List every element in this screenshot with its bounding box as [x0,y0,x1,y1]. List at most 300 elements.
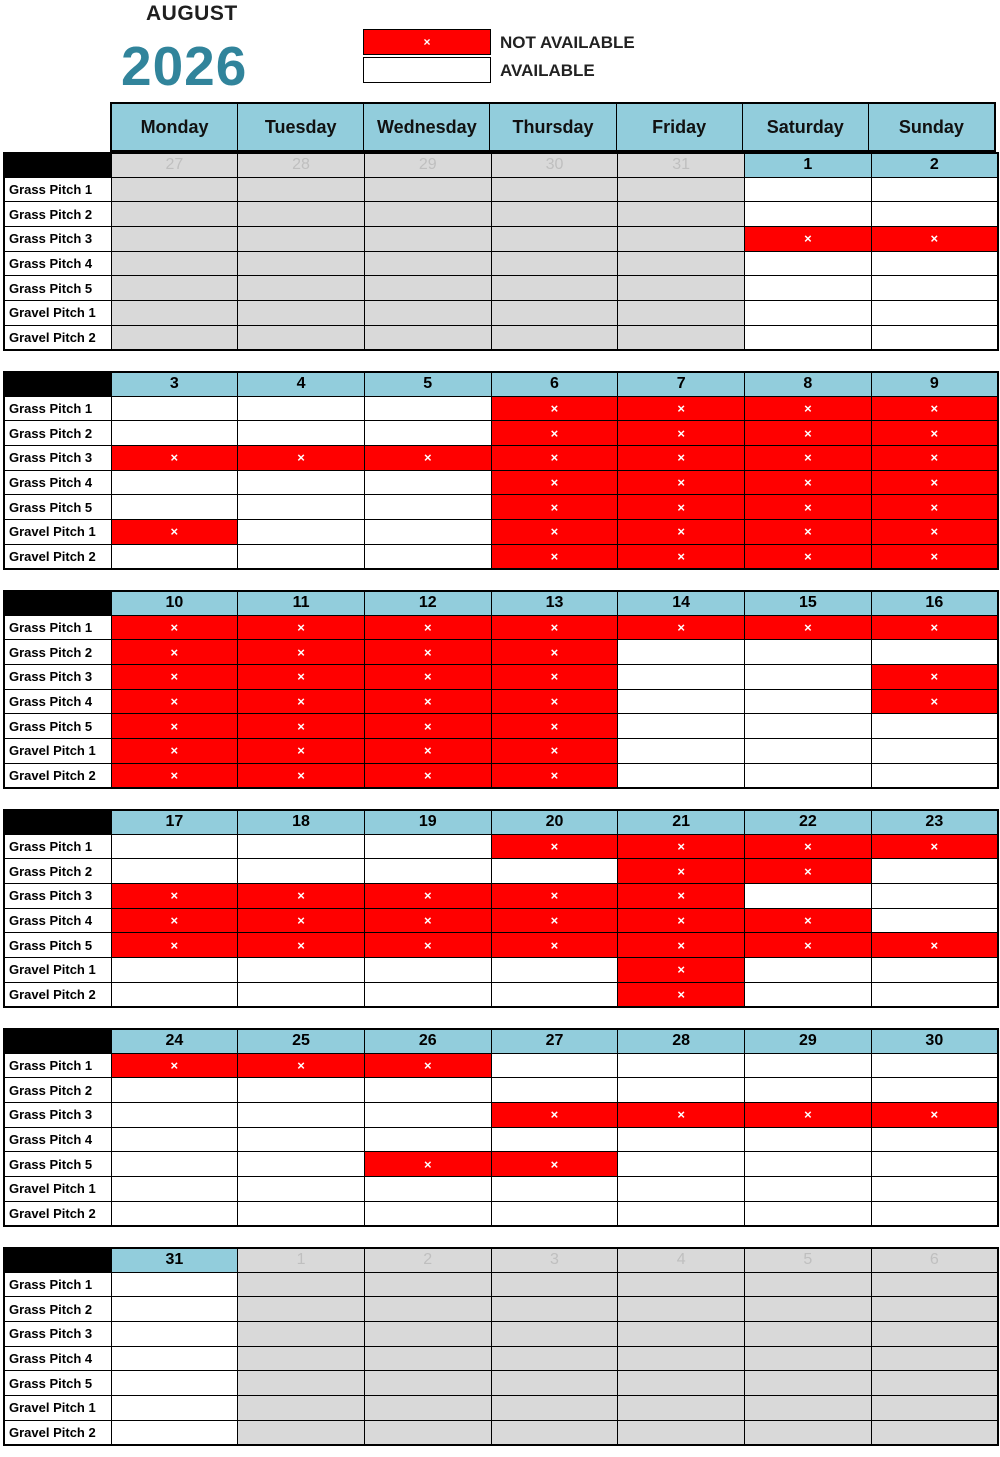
not-available-cell[interactable] [238,738,365,763]
available-cell[interactable] [238,957,365,982]
not-available-cell[interactable] [238,933,365,958]
available-cell[interactable] [491,957,618,982]
pitch-row [4,544,998,569]
available-cell[interactable] [491,1176,618,1201]
pitch-row [4,421,998,446]
cross-icon: × [550,474,559,490]
available-cell[interactable] [238,495,365,520]
not-available-cell[interactable] [364,1053,491,1078]
available-cell[interactable] [111,1102,238,1127]
pitch-label: Grass Pitch 4 [4,689,111,714]
pitch-row [4,834,998,859]
available-cell[interactable] [238,421,365,446]
weekday-thursday: Thursday [489,104,615,150]
not-available-cell[interactable] [111,908,238,933]
date-cell: 17 [111,810,238,834]
not-available-cell[interactable] [491,615,618,640]
cross-icon: × [804,231,812,247]
available-cell[interactable] [111,859,238,884]
available-cell[interactable] [364,982,491,1007]
not-available-cell[interactable] [618,908,745,933]
available-cell[interactable] [111,1297,238,1322]
not-available-cell[interactable] [364,640,491,665]
not-available-cell[interactable] [618,957,745,982]
cross-icon: × [677,425,685,441]
available-cell[interactable] [745,300,872,325]
not-available-cell[interactable] [111,714,238,739]
not-available-cell[interactable] [491,738,618,763]
available-cell[interactable] [871,300,998,325]
not-available-cell[interactable] [491,834,618,859]
pitch-row [4,226,998,251]
date-cell: 14 [618,591,745,615]
not-available-cell[interactable] [745,908,872,933]
legend-available-label: AVAILABLE [500,61,595,80]
not-available-cell[interactable] [364,738,491,763]
not-available-cell[interactable] [745,519,872,544]
date-cell: 1 [238,1248,365,1272]
pitch-label: Grass Pitch 5 [4,933,111,958]
available-cell[interactable] [111,1346,238,1371]
not-available-cell[interactable] [364,1152,491,1177]
outside-month-cell [491,276,618,301]
available-cell[interactable] [111,421,238,446]
not-available-cell[interactable] [491,933,618,958]
available-cell[interactable] [871,202,998,227]
pitch-row [4,1176,998,1201]
not-available-cell[interactable] [745,226,872,251]
cross-icon: × [804,548,812,564]
not-available-cell[interactable] [618,470,745,495]
available-cell[interactable] [111,1176,238,1201]
outside-month-cell [871,1321,998,1346]
available-cell[interactable] [111,982,238,1007]
available-cell[interactable] [745,689,872,714]
not-available-cell[interactable] [745,615,872,640]
pitch-label: Grass Pitch 2 [4,202,111,227]
cross-icon: × [550,450,559,466]
not-available-cell[interactable] [491,544,618,569]
pitch-label: Grass Pitch 3 [4,1321,111,1346]
outside-month-cell [364,1321,491,1346]
available-cell[interactable] [871,982,998,1007]
available-cell[interactable] [111,495,238,520]
available-cell[interactable] [364,1078,491,1103]
pitch-row [4,1201,998,1226]
not-available-cell[interactable] [618,982,745,1007]
cross-icon: × [170,524,179,540]
not-available-cell[interactable] [238,640,365,665]
not-available-cell[interactable] [491,689,618,714]
pitch-row [4,883,998,908]
not-available-cell[interactable] [618,859,745,884]
not-available-cell[interactable] [618,445,745,470]
available-cell[interactable] [111,1420,238,1445]
available-cell[interactable] [745,883,872,908]
available-cell[interactable] [618,664,745,689]
not-available-cell[interactable] [618,834,745,859]
available-cell[interactable] [364,957,491,982]
not-available-cell[interactable] [871,519,998,544]
available-cell[interactable] [364,1127,491,1152]
not-available-cell[interactable] [618,396,745,421]
available-cell[interactable] [491,982,618,1007]
available-cell[interactable] [364,470,491,495]
available-cell[interactable] [111,957,238,982]
not-available-cell[interactable] [364,883,491,908]
not-available-cell[interactable] [871,933,998,958]
available-cell[interactable] [491,1078,618,1103]
available-cell[interactable] [871,1127,998,1152]
date-cell: 15 [745,591,872,615]
pitch-row [4,470,998,495]
available-cell[interactable] [491,859,618,884]
available-cell[interactable] [111,1272,238,1297]
pitch-label: Grass Pitch 2 [4,1297,111,1322]
not-available-cell[interactable] [364,908,491,933]
cross-icon: × [423,1156,432,1172]
date-cell: 28 [238,153,365,177]
not-available-cell[interactable] [238,689,365,714]
not-available-cell[interactable] [238,445,365,470]
not-available-cell[interactable] [111,689,238,714]
not-available-cell[interactable] [618,544,745,569]
not-available-cell[interactable] [364,714,491,739]
cross-icon: × [930,400,939,416]
available-cell[interactable] [111,470,238,495]
available-cell[interactable] [745,325,872,350]
not-available-cell[interactable] [491,908,618,933]
available-cell[interactable] [871,1152,998,1177]
outside-month-cell [238,276,365,301]
not-available-cell[interactable] [491,421,618,446]
available-cell[interactable] [364,1102,491,1127]
available-cell[interactable] [871,957,998,982]
available-cell[interactable] [745,276,872,301]
cross-icon: × [677,863,685,879]
available-cell[interactable] [238,470,365,495]
available-cell[interactable] [491,1201,618,1226]
outside-month-cell [364,251,491,276]
not-available-cell[interactable] [871,226,998,251]
not-available-cell[interactable] [491,519,618,544]
date-cell: 11 [238,591,365,615]
outside-month-cell [364,202,491,227]
pitch-label: Grass Pitch 4 [4,1127,111,1152]
not-available-cell[interactable] [111,664,238,689]
available-cell[interactable] [618,1127,745,1152]
date-cell: 29 [745,1029,872,1053]
not-available-cell[interactable] [111,738,238,763]
not-available-cell[interactable] [111,763,238,788]
available-cell[interactable] [238,519,365,544]
pitch-row [4,1272,998,1297]
pitch-row [4,689,998,714]
not-available-cell[interactable] [238,908,365,933]
available-cell[interactable] [111,1395,238,1420]
available-cell[interactable] [238,982,365,1007]
available-cell[interactable] [745,1176,872,1201]
not-available-cell[interactable] [618,1102,745,1127]
cross-icon: × [804,400,812,416]
available-cell[interactable] [238,859,365,884]
not-available-cell[interactable] [491,445,618,470]
not-available-cell[interactable] [238,664,365,689]
not-available-cell[interactable] [364,664,491,689]
pitch-label: Grass Pitch 1 [4,177,111,202]
cross-icon: × [423,937,432,953]
available-cell[interactable] [745,640,872,665]
available-cell[interactable] [364,544,491,569]
available-cell[interactable] [238,1078,365,1103]
cross-icon: × [804,619,812,635]
pitch-row [4,396,998,421]
not-available-cell[interactable] [871,544,998,569]
cross-icon: × [423,912,432,928]
not-available-cell[interactable] [871,834,998,859]
not-available-cell[interactable] [871,689,998,714]
available-cell[interactable] [871,1053,998,1078]
available-cell[interactable] [364,421,491,446]
outside-month-cell [618,177,745,202]
available-cell[interactable] [745,251,872,276]
pitch-label: Grass Pitch 3 [4,664,111,689]
available-cell[interactable] [745,957,872,982]
available-cell[interactable] [871,325,998,350]
available-cell[interactable] [745,664,872,689]
not-available-cell[interactable] [871,664,998,689]
available-cell[interactable] [871,1176,998,1201]
not-available-cell[interactable] [238,1053,365,1078]
available-cell[interactable] [745,1201,872,1226]
not-available-cell[interactable] [491,470,618,495]
cross-icon: × [170,644,179,660]
not-available-cell[interactable] [618,495,745,520]
date-cell: 5 [745,1248,872,1272]
week-table [3,590,999,789]
available-cell[interactable] [364,396,491,421]
available-cell[interactable] [111,834,238,859]
week-table [3,809,999,1008]
not-available-cell[interactable] [745,421,872,446]
not-available-cell[interactable] [238,714,365,739]
cross-icon: × [930,231,939,247]
available-cell[interactable] [491,1053,618,1078]
cross-icon: × [804,863,812,879]
pitch-row [4,445,998,470]
available-cell[interactable] [745,714,872,739]
pitch-row [4,933,998,958]
available-cell[interactable] [871,883,998,908]
available-cell[interactable] [871,1201,998,1226]
month-title: AUGUST [146,2,238,25]
outside-month-cell [364,325,491,350]
available-cell[interactable] [745,177,872,202]
available-cell[interactable] [745,202,872,227]
outside-month-cell [238,1321,365,1346]
cross-icon: × [930,499,939,515]
available-cell[interactable] [618,1078,745,1103]
not-available-cell[interactable] [364,763,491,788]
available-cell[interactable] [871,640,998,665]
outside-month-cell [491,300,618,325]
available-cell[interactable] [238,1201,365,1226]
not-available-cell[interactable] [111,933,238,958]
not-available-cell[interactable] [745,1102,872,1127]
available-cell[interactable] [618,1152,745,1177]
pitch-row [4,177,998,202]
not-available-cell[interactable] [745,859,872,884]
not-available-cell[interactable] [111,1053,238,1078]
not-available-cell[interactable] [111,883,238,908]
available-cell[interactable] [618,714,745,739]
not-available-cell[interactable] [745,544,872,569]
not-available-cell[interactable] [491,640,618,665]
date-cell: 30 [871,1029,998,1053]
available-cell[interactable] [364,495,491,520]
available-cell[interactable] [238,1176,365,1201]
not-available-cell[interactable] [111,640,238,665]
not-available-cell[interactable] [618,421,745,446]
not-available-cell[interactable] [618,883,745,908]
outside-month-cell [618,1420,745,1445]
available-cell[interactable] [364,859,491,884]
not-available-cell[interactable] [618,933,745,958]
pitch-label: Gravel Pitch 2 [4,544,111,569]
available-cell[interactable] [745,982,872,1007]
available-cell[interactable] [238,396,365,421]
pitch-row [4,1321,998,1346]
available-cell[interactable] [111,1201,238,1226]
available-cell[interactable] [618,738,745,763]
available-cell[interactable] [111,1127,238,1152]
cross-icon: × [677,499,685,515]
not-available-cell[interactable] [491,714,618,739]
date-cell: 27 [111,153,238,177]
available-cell[interactable] [871,738,998,763]
available-cell[interactable] [745,738,872,763]
available-cell[interactable] [238,1152,365,1177]
weekday-sunday: Sunday [868,104,994,150]
available-cell[interactable] [871,251,998,276]
not-available-cell[interactable] [491,664,618,689]
not-available-cell[interactable] [871,445,998,470]
not-available-cell[interactable] [491,883,618,908]
available-cell[interactable] [491,1127,618,1152]
not-available-cell[interactable] [871,615,998,640]
cross-icon: × [297,937,305,953]
not-available-cell[interactable] [491,495,618,520]
cross-icon: × [170,937,179,953]
available-cell[interactable] [111,1321,238,1346]
available-cell[interactable] [745,1127,872,1152]
outside-month-cell [745,1420,872,1445]
pitch-row [4,982,998,1007]
not-available-cell[interactable] [745,396,872,421]
available-cell[interactable] [871,276,998,301]
available-cell[interactable] [364,519,491,544]
outside-month-cell [871,1371,998,1396]
pitch-row [4,519,998,544]
available-cell[interactable] [871,908,998,933]
not-available-cell[interactable] [745,470,872,495]
available-cell[interactable] [238,544,365,569]
not-available-cell[interactable] [111,445,238,470]
not-available-cell[interactable] [238,615,365,640]
available-cell[interactable] [238,834,365,859]
not-available-cell[interactable] [364,445,491,470]
not-available-cell[interactable] [745,495,872,520]
available-cell[interactable] [618,763,745,788]
not-available-cell[interactable] [111,615,238,640]
week-date-row [4,591,998,615]
available-cell[interactable] [111,396,238,421]
available-cell[interactable] [364,1176,491,1201]
available-cell[interactable] [618,640,745,665]
available-cell[interactable] [745,1078,872,1103]
available-cell[interactable] [871,714,998,739]
not-available-cell[interactable] [491,763,618,788]
available-cell[interactable] [745,1152,872,1177]
not-available-cell[interactable] [871,421,998,446]
not-available-cell[interactable] [745,445,872,470]
available-cell[interactable] [871,763,998,788]
available-cell[interactable] [618,1201,745,1226]
available-cell[interactable] [618,1053,745,1078]
not-available-cell[interactable] [618,519,745,544]
not-available-cell[interactable] [491,1152,618,1177]
not-available-cell[interactable] [364,615,491,640]
available-cell[interactable] [111,1371,238,1396]
not-available-cell[interactable] [871,470,998,495]
available-cell[interactable] [871,859,998,884]
available-cell[interactable] [238,1127,365,1152]
week-date-row [4,1029,998,1053]
not-available-cell[interactable] [745,933,872,958]
date-cell: 8 [745,372,872,396]
available-cell[interactable] [871,1078,998,1103]
not-available-cell[interactable] [871,396,998,421]
available-cell[interactable] [618,689,745,714]
available-cell[interactable] [745,1053,872,1078]
cross-icon: × [677,474,685,490]
pitch-label: Grass Pitch 5 [4,1371,111,1396]
available-cell[interactable] [364,1201,491,1226]
date-cell: 18 [238,810,365,834]
not-available-cell[interactable] [871,1102,998,1127]
cross-icon: × [550,425,559,441]
available-cell[interactable] [618,1176,745,1201]
available-cell[interactable] [364,834,491,859]
not-available-cell[interactable] [745,834,872,859]
not-available-cell[interactable] [364,933,491,958]
not-available-cell[interactable] [618,615,745,640]
available-cell[interactable] [745,763,872,788]
not-available-cell[interactable] [871,495,998,520]
not-available-cell[interactable] [491,1102,618,1127]
not-available-cell[interactable] [111,519,238,544]
available-cell[interactable] [111,1152,238,1177]
available-cell[interactable] [111,1078,238,1103]
available-cell[interactable] [871,177,998,202]
cross-icon: × [930,524,939,540]
not-available-cell[interactable] [238,763,365,788]
available-cell[interactable] [238,1102,365,1127]
not-available-cell[interactable] [238,883,365,908]
not-available-cell[interactable] [364,689,491,714]
not-available-cell[interactable] [491,396,618,421]
available-cell[interactable] [111,544,238,569]
